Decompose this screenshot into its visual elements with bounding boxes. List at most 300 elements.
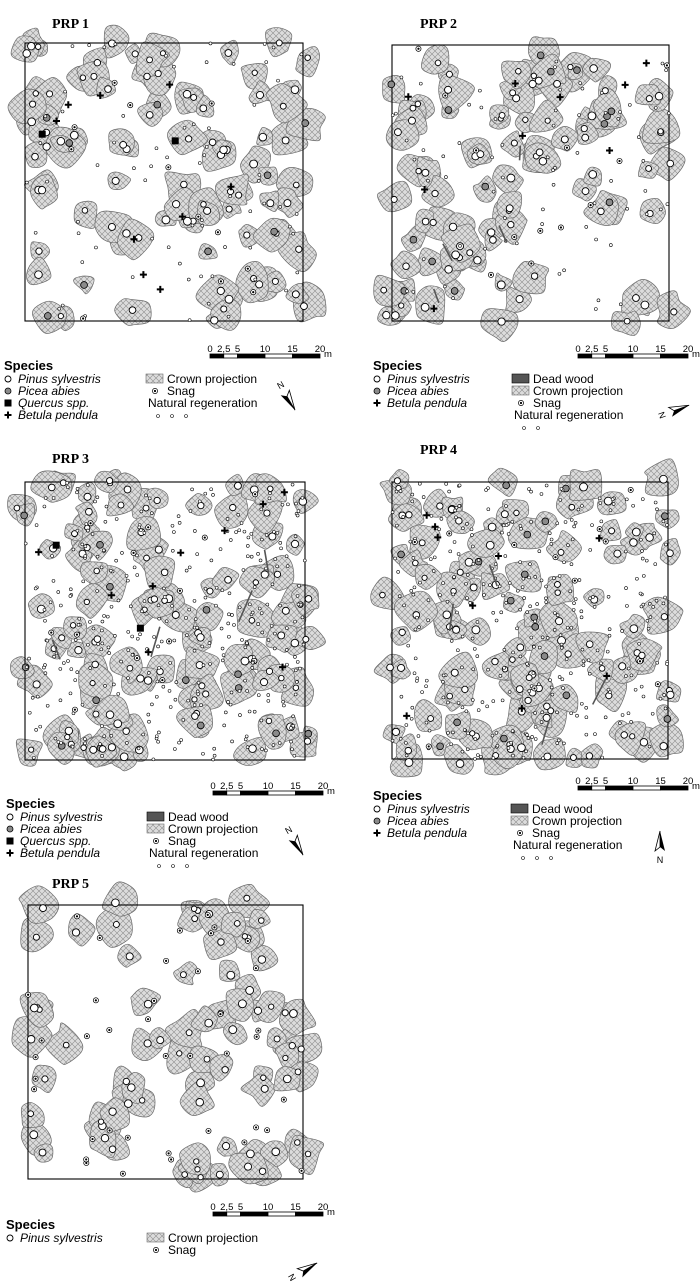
regeneration-marker [461, 527, 464, 530]
snag-core [220, 280, 222, 282]
regeneration-marker [507, 532, 510, 535]
regeneration-marker [639, 538, 642, 541]
regeneration-marker [601, 756, 604, 759]
regeneration-marker [544, 597, 547, 600]
regeneration-marker [157, 604, 160, 607]
snag-core [136, 657, 138, 659]
regeneration-marker [36, 695, 39, 698]
regeneration-marker [253, 103, 256, 106]
regeneration-marker [177, 515, 180, 518]
regeneration-marker [619, 303, 622, 306]
regeneration-marker [504, 554, 507, 557]
regeneration-marker [585, 716, 588, 719]
panel-title: PRP 3 [52, 452, 89, 467]
crown-projection [421, 45, 449, 74]
pinus-tree-marker [259, 1168, 265, 1174]
regeneration-marker [103, 614, 106, 617]
regeneration-marker [548, 532, 551, 535]
regeneration-marker [58, 307, 61, 310]
regeneration-marker [608, 634, 611, 637]
regeneration-marker [559, 88, 562, 91]
pinus-tree-marker [661, 614, 667, 620]
scale-bar-tick: 10 [262, 781, 274, 792]
pinus-tree-marker [113, 921, 119, 927]
pinus-tree-marker [32, 153, 39, 160]
regeneration-marker [155, 695, 158, 698]
regeneration-marker [104, 684, 107, 687]
picea-tree-marker [93, 697, 100, 704]
regeneration-marker [238, 606, 241, 609]
pinus-tree-marker [98, 1119, 103, 1124]
regeneration-marker [417, 735, 420, 738]
regeneration-marker [527, 487, 530, 490]
north-arrow [285, 1259, 319, 1285]
pinus-tree-marker [506, 205, 513, 212]
regeneration-marker [142, 733, 145, 736]
regeneration-marker [61, 304, 64, 307]
regeneration-marker [251, 666, 254, 669]
regeneration-marker [78, 617, 81, 620]
regeneration-marker [201, 224, 204, 227]
regeneration-marker [158, 666, 161, 669]
regeneration-marker [147, 720, 150, 723]
pinus-tree-marker [91, 73, 97, 79]
regeneration-marker [621, 713, 624, 716]
pinus-tree-marker [218, 939, 225, 946]
regeneration-marker [203, 154, 206, 157]
snag-core [132, 552, 134, 554]
pinus-tree-marker [304, 738, 310, 744]
regeneration-marker [606, 650, 609, 653]
legend-dead-wood: Dead wood [168, 810, 229, 824]
pinus-tree-marker [624, 318, 630, 324]
pinus-tree-marker [568, 64, 573, 69]
regeneration-marker [647, 627, 650, 630]
pinus-tree-marker [222, 1142, 229, 1149]
regeneration-marker [292, 232, 295, 235]
pinus-tree-marker [470, 584, 477, 591]
regeneration-marker [244, 679, 247, 682]
betula-tree-marker [374, 400, 381, 407]
pinus-tree-marker [252, 70, 257, 75]
north-arrow-dark [660, 831, 665, 851]
regeneration-marker [212, 493, 215, 496]
regeneration-marker [155, 735, 158, 738]
plot-prp5 [12, 882, 324, 1192]
snag-core [82, 317, 84, 319]
picea-tree-marker [445, 107, 452, 114]
legend-heading: Species [373, 788, 423, 803]
pinus-tree-marker [28, 118, 36, 126]
regeneration-marker [610, 179, 613, 182]
regeneration-marker [204, 492, 207, 495]
regeneration-marker [454, 509, 457, 512]
regeneration-marker [230, 613, 233, 616]
regeneration-marker [526, 662, 529, 665]
scale-bar-tick: 2,5 [585, 776, 599, 787]
legend-species-label: Pinus sylvestris [387, 802, 470, 816]
regeneration-marker [492, 611, 495, 614]
regeneration-marker [466, 573, 469, 576]
picea-tree-marker [606, 199, 613, 206]
regeneration-marker [443, 285, 446, 288]
regeneration-marker [52, 497, 55, 500]
regeneration-marker [81, 261, 84, 264]
regeneration-marker [652, 605, 655, 608]
regeneration-marker [201, 752, 204, 755]
regeneration-marker [70, 668, 73, 671]
pinus-tree-marker [234, 482, 241, 489]
picea-tree-marker [661, 513, 668, 520]
pinus-tree-marker [108, 223, 115, 230]
pinus-tree-marker [498, 318, 505, 325]
pinus-tree-marker [124, 1100, 132, 1108]
regeneration-marker [295, 502, 298, 505]
snag-core [41, 1039, 43, 1041]
pinus-tree-marker [582, 134, 589, 141]
regeneration-marker [183, 126, 186, 129]
regeneration-marker [107, 646, 110, 649]
scale-bar-tick: 5 [234, 344, 241, 355]
regeneration-marker [103, 46, 106, 49]
regeneration-marker [268, 492, 271, 495]
regeneration-marker [550, 542, 553, 545]
pinus-tree-marker [247, 1150, 255, 1158]
regeneration-marker [570, 518, 573, 521]
snag-core [266, 1129, 268, 1131]
regeneration-marker [72, 548, 75, 551]
pinus-tree-marker [405, 759, 413, 767]
regeneration-marker [492, 700, 495, 703]
regeneration-marker [519, 655, 522, 658]
snag-core [256, 1036, 258, 1038]
pinus-tree-marker [201, 202, 207, 208]
pinus-tree-marker [570, 755, 576, 761]
regeneration-marker [458, 244, 461, 247]
regeneration-marker [541, 208, 544, 211]
regeneration-marker [501, 143, 504, 146]
regeneration-marker [260, 612, 263, 615]
pinus-tree-marker [225, 295, 233, 303]
snag-core [74, 709, 76, 711]
regeneration-marker [210, 559, 213, 562]
pinus-tree-marker [499, 112, 505, 118]
pinus-tree-marker [94, 636, 101, 643]
regeneration-marker [49, 601, 52, 604]
regeneration-marker [630, 674, 633, 677]
picea-tree-marker [5, 388, 11, 394]
regeneration-marker [531, 735, 534, 738]
regeneration-marker [76, 671, 79, 674]
regeneration-marker [83, 738, 86, 741]
regeneration-marker [511, 520, 514, 523]
snag-core [91, 1138, 93, 1140]
scale-bar-tick: 0 [575, 776, 581, 787]
regeneration-marker [260, 508, 263, 511]
regeneration-marker [659, 208, 662, 211]
pinus-tree-marker [403, 263, 410, 270]
regeneration-marker [413, 586, 416, 589]
regeneration-marker [209, 42, 212, 45]
regeneration-marker [457, 701, 460, 704]
regeneration-marker [35, 728, 38, 731]
north-arrow-light [655, 831, 660, 851]
regeneration-marker [664, 543, 667, 546]
snag-core [255, 967, 257, 969]
regeneration-marker [558, 676, 561, 679]
regeneration-marker [226, 517, 229, 520]
pinus-tree-marker [86, 508, 93, 515]
regeneration-marker [599, 501, 602, 504]
regeneration-marker [570, 626, 573, 629]
scale-bar-tick: 10 [262, 1202, 274, 1213]
regeneration-marker [550, 686, 553, 689]
regeneration-marker [442, 674, 445, 677]
regeneration-marker [132, 167, 135, 170]
pinus-tree-marker [399, 629, 405, 635]
pinus-tree-marker [632, 528, 640, 536]
regeneration-marker [527, 737, 530, 740]
picea-tree-marker [197, 722, 204, 729]
pinus-tree-marker [554, 80, 561, 87]
picea-tree-marker [437, 743, 444, 750]
regeneration-marker [495, 731, 498, 734]
quercus-tree-marker [39, 131, 46, 138]
regeneration-marker [642, 159, 645, 162]
regeneration-marker [391, 739, 394, 742]
legend-natural-regeneration: Natural regeneration [513, 838, 623, 852]
pinus-tree-marker [599, 666, 605, 672]
scale-bar-tick: 20 [682, 776, 694, 787]
regeneration-marker [410, 589, 413, 592]
pinus-tree-marker [474, 257, 481, 264]
regeneration-marker [193, 529, 196, 532]
snag-core [99, 937, 101, 939]
panel-title: PRP 5 [52, 877, 89, 892]
regeneration-marker [285, 663, 288, 666]
snag-core [122, 1173, 124, 1175]
regeneration-marker [585, 733, 588, 736]
pinus-tree-marker [472, 626, 480, 634]
regeneration-marker [60, 741, 63, 744]
regeneration-marker [626, 207, 629, 210]
regeneration-marker [667, 112, 670, 115]
regeneration-marker [157, 645, 160, 648]
regeneration-marker [641, 557, 644, 560]
regeneration-marker [446, 600, 449, 603]
regeneration-marker [101, 620, 104, 623]
pinus-tree-marker [529, 80, 536, 87]
regeneration-marker [470, 534, 473, 537]
pinus-tree-marker [80, 75, 85, 80]
pinus-tree-marker [230, 504, 236, 510]
regeneration-marker [557, 739, 560, 742]
regeneration-marker [429, 558, 432, 561]
regeneration-marker [608, 628, 611, 631]
scale-bar-unit: m [692, 781, 700, 792]
regeneration-marker [25, 181, 28, 184]
crown-projection [383, 75, 405, 103]
pinus-tree-marker [36, 248, 42, 254]
regeneration-marker [221, 589, 224, 592]
pinus-tree-marker [191, 94, 197, 100]
pinus-tree-marker [432, 190, 438, 196]
picea-tree-marker [482, 183, 489, 190]
regeneration-marker [413, 158, 416, 161]
regeneration-marker [645, 559, 648, 562]
picea-tree-marker [531, 614, 538, 621]
pinus-tree-marker [256, 281, 263, 288]
regeneration-marker [75, 491, 78, 494]
crown-projection [74, 201, 97, 228]
plot-prp1 [8, 25, 326, 333]
dead-wood-log [520, 146, 521, 161]
pinus-tree-marker [383, 311, 390, 318]
regeneration-marker [520, 527, 523, 530]
scale-bar-tick: 15 [655, 776, 666, 787]
snag-core [475, 149, 477, 151]
regeneration-marker [85, 523, 88, 526]
regeneration-marker [188, 608, 191, 611]
regeneration-marker [461, 706, 464, 709]
regeneration-marker [541, 223, 544, 226]
regeneration-marker [556, 522, 559, 525]
regeneration-marker [460, 666, 463, 669]
legend-snag: Snag [532, 826, 561, 840]
regeneration-marker [246, 746, 249, 749]
regeneration-marker [117, 692, 120, 695]
regeneration-marker [632, 504, 635, 507]
pinus-tree-marker [123, 1078, 129, 1084]
pinus-tree-marker [446, 71, 452, 77]
regeneration-marker [279, 205, 282, 208]
regeneration-marker [250, 532, 253, 535]
regeneration-marker [491, 734, 494, 737]
regeneration-marker [540, 721, 543, 724]
regeneration-marker [112, 683, 115, 686]
pinus-tree-marker [514, 510, 519, 515]
regeneration-marker [191, 224, 194, 227]
pinus-tree-marker [72, 929, 79, 936]
regeneration-marker [113, 634, 116, 637]
pinus-tree-marker [250, 160, 258, 168]
regeneration-marker [194, 618, 197, 621]
regeneration-marker [292, 715, 295, 718]
regeneration-marker [466, 748, 469, 751]
regeneration-marker [411, 706, 414, 709]
legend-crown-projection: Crown projection [168, 1231, 259, 1245]
regeneration-marker [639, 592, 642, 595]
legend-species-label: Picea abies [387, 814, 450, 828]
pinus-tree-marker [182, 1172, 188, 1178]
regeneration-marker [191, 488, 194, 491]
pinus-tree-marker [405, 747, 412, 754]
regeneration-marker [569, 590, 572, 593]
pinus-tree-marker [470, 731, 475, 736]
pinus-tree-marker [303, 636, 309, 642]
regeneration-marker [298, 584, 301, 587]
legend-dead-wood: Dead wood [532, 802, 593, 816]
regeneration-marker [566, 626, 569, 629]
pinus-tree-marker [508, 221, 514, 227]
regeneration-marker [157, 731, 160, 734]
regeneration-marker [285, 648, 288, 651]
regeneration-marker [418, 626, 421, 629]
regeneration-marker [581, 648, 584, 651]
pinus-tree-marker [526, 675, 532, 681]
regeneration-marker [100, 566, 103, 569]
pinus-tree-marker [195, 1167, 200, 1172]
regeneration-marker [472, 668, 475, 671]
pinus-tree-marker [276, 40, 282, 46]
regeneration-marker [558, 575, 561, 578]
pinus-tree-marker [155, 70, 161, 76]
regeneration-marker [180, 739, 183, 742]
scale-bar-tick: 0 [210, 1202, 216, 1213]
regeneration-marker [270, 624, 273, 627]
regeneration-marker [461, 750, 464, 753]
regeneration-marker [221, 659, 224, 662]
north-arrow [274, 378, 300, 412]
regeneration-marker [554, 109, 557, 112]
scale-bar-tick: 15 [655, 344, 666, 355]
north-label: N [656, 855, 664, 865]
pinus-tree-marker [40, 905, 47, 912]
pinus-tree-marker [589, 171, 597, 179]
regeneration-marker [534, 712, 537, 715]
regeneration-marker [640, 685, 643, 688]
regeneration-marker [61, 110, 64, 113]
regeneration-marker [442, 696, 445, 699]
legend-species-label: Quercus spp. [20, 834, 92, 848]
regeneration-marker [103, 735, 106, 738]
pinus-tree-marker [660, 743, 667, 750]
regeneration-marker [197, 681, 200, 684]
regeneration-marker [59, 699, 62, 702]
regeneration-marker [147, 671, 150, 674]
regeneration-marker [273, 647, 276, 650]
regeneration-marker [545, 484, 548, 487]
picea-tree-marker [521, 571, 528, 578]
regeneration-marker [628, 103, 631, 106]
regeneration-marker [25, 666, 28, 669]
regeneration-marker [641, 498, 644, 501]
regeneration-marker [81, 543, 84, 546]
pinus-tree-marker [598, 208, 605, 215]
regeneration-marker [598, 497, 601, 500]
regeneration-marker [453, 540, 456, 543]
picea-tree-marker [524, 531, 531, 538]
pinus-tree-marker [523, 117, 528, 122]
regeneration-marker [86, 643, 89, 646]
regeneration-marker [39, 725, 42, 728]
regeneration-marker [302, 643, 305, 646]
pinus-tree-marker [510, 657, 516, 663]
legend-heading: Species [6, 796, 56, 811]
legend-species-label: Quercus spp. [18, 396, 90, 410]
pinus-tree-marker [609, 528, 615, 534]
regeneration-marker [553, 611, 556, 614]
regeneration-marker [457, 553, 460, 556]
regeneration-marker [512, 651, 515, 654]
regeneration-marker [642, 695, 645, 698]
regeneration-marker [483, 594, 486, 597]
pinus-tree-marker [410, 105, 416, 111]
regeneration-marker [468, 103, 471, 106]
regeneration-marker [486, 705, 489, 708]
pinus-tree-marker [203, 691, 209, 697]
regeneration-marker [184, 616, 187, 619]
